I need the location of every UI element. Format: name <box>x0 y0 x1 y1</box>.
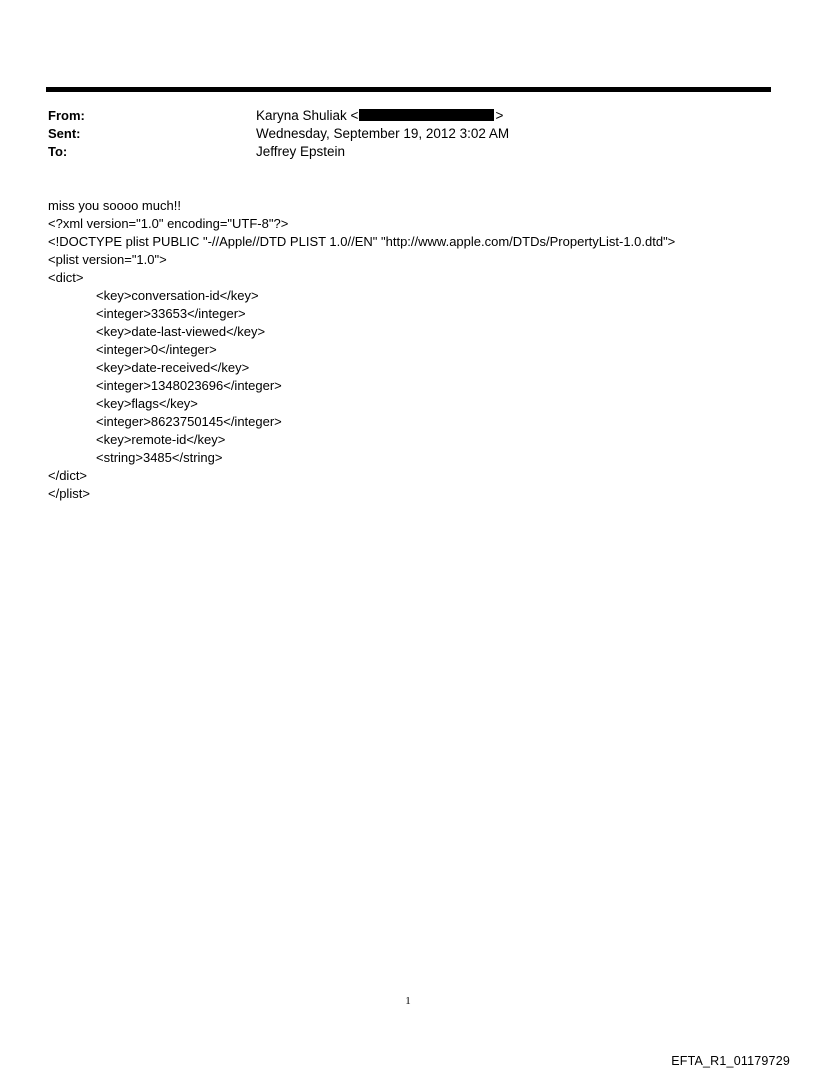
body-line: <key>date-last-viewed</key> <box>96 324 266 339</box>
body-line: <integer>8623750145</integer> <box>96 414 282 429</box>
page-number: 1 <box>405 995 411 1007</box>
to-label: To: <box>48 144 68 159</box>
body-line: <key>conversation-id</key> <box>96 288 259 303</box>
sent-value: Wednesday, September 19, 2012 3:02 AM <box>256 126 510 141</box>
body-line: <plist version="1.0"> <box>48 252 167 267</box>
header-rule <box>46 87 771 92</box>
body-line: <key>flags</key> <box>96 396 198 411</box>
from-close-bracket: > <box>495 108 504 123</box>
body-line: <string>3485</string> <box>96 450 223 465</box>
email-body <box>48 197 675 503</box>
from-value <box>256 107 503 125</box>
body-line: miss you soooo much!! <box>48 198 181 213</box>
body-line: <!DOCTYPE plist PUBLIC "-//Apple//DTD PLIST 1.0//EN" "http://www.apple.com/DTDs/PropertyList-1.0.dtd"> <box>48 234 676 249</box>
to-value: Jeffrey Epstein <box>256 144 346 159</box>
body-line: <integer>1348023696</integer> <box>96 378 282 393</box>
sent-label: Sent: <box>48 126 81 141</box>
from-label: From: <box>48 108 85 123</box>
body-line: <integer>33653</integer> <box>96 306 246 321</box>
from-name: Karyna Shuliak < <box>256 108 359 123</box>
body-line: <integer>0</integer> <box>96 342 217 357</box>
body-line: </plist> <box>48 486 90 501</box>
body-line: <key>remote-id</key> <box>96 432 226 447</box>
bates-number: EFTA_R1_01179729 <box>671 1054 790 1068</box>
redaction-block <box>359 109 494 121</box>
body-line: </dict> <box>48 468 88 483</box>
body-line: <dict> <box>48 270 84 285</box>
body-line: <?xml version="1.0" encoding="UTF-8"?> <box>48 216 289 231</box>
body-line: <key>date-received</key> <box>96 360 250 375</box>
